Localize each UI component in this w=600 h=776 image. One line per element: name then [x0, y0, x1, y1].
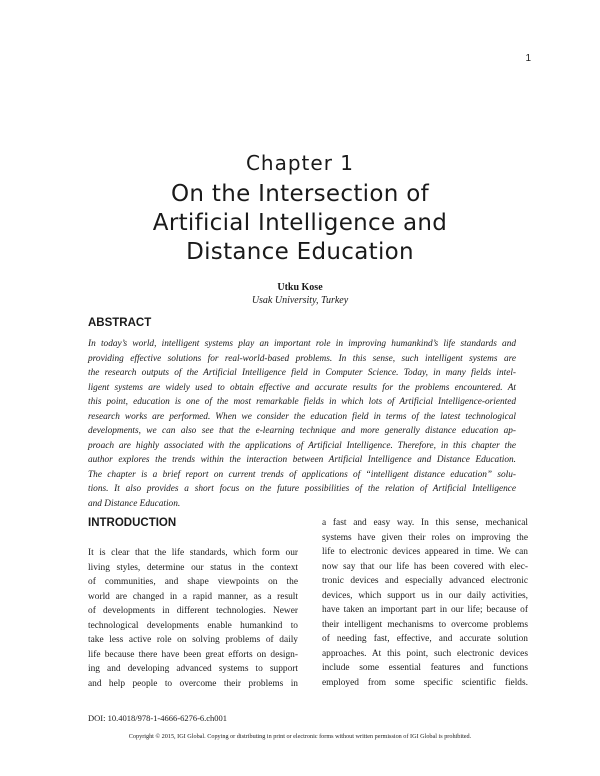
body-line: world are changed in a rapid manner, as a result: [88, 591, 298, 602]
body-line: of needing fast, effective, and accurate solution: [322, 634, 528, 644]
body-line: life to electronic devices appeared in time. We can: [322, 547, 528, 557]
author-name: Utku Kose: [277, 282, 323, 293]
abstract-line: ligent systems are widely used to obtain effective and accurate results for the problems encountered. At: [88, 382, 516, 393]
abstract-heading: ABSTRACT: [88, 317, 152, 329]
doi: DOI: 10.4018/978-1-4666-6276-6.ch001: [88, 713, 228, 723]
chapter-title: [0, 180, 600, 267]
body-line: life because there have been great efforts on design-: [88, 649, 298, 660]
body-line: include some essential features and functions: [322, 663, 528, 673]
abstract-line: In today’s world, intelligent systems play an important role in improving humankind’s life standards and: [88, 339, 516, 349]
body-line: and help people to overcome their problems in: [88, 678, 298, 689]
body-line: tronic devices and especially advanced electronic: [322, 576, 528, 586]
abstract-line: the research outputs of the Artificial Intelligence field in Computer Science. Today, in many fields intel-: [88, 368, 516, 378]
body-line: It is clear that the life standards, which form our: [88, 548, 298, 558]
abstract-line: tions. It also provides a short focus on the future possibilities of the relation of Artificial Intelligence: [88, 484, 516, 494]
abstract-line: developments, we can also see that the e-learning technique and more generally distance education ap-: [88, 426, 516, 436]
author-affiliation: Usak University, Turkey: [251, 295, 349, 306]
body-line: devices, which support us in our daily activities,: [322, 590, 528, 601]
body-line: have taken an important part in our life; because of: [322, 605, 528, 615]
body-line: take less active role on solving problems of daily: [88, 635, 298, 645]
abstract-line: proach are highly associated with the applications of Artificial Intelligence. Therefore, in this chapter the: [88, 440, 516, 451]
abstract-line: this point, education is one of the most remarkable fields in which lots of Artificial Intelligence-oriented: [88, 397, 516, 407]
abstract-text: [88, 337, 516, 511]
body-line: employed from some specific scientific fields.: [322, 677, 528, 688]
abstract-line: and Distance Education.: [88, 498, 181, 509]
body-line: approaches. At this point, such electronic devices: [322, 648, 528, 659]
body-line: ing and developing advanced systems to support: [88, 664, 298, 674]
introduction-right-column: [322, 516, 528, 690]
title-line: On the Intersection of: [171, 181, 429, 207]
body-line: their intelligent mechanisms to overcome problems: [322, 619, 528, 630]
body-line: living styles, determine our status in the context: [88, 562, 298, 573]
abstract-line: providing effective solutions for real-world-based problems. In this sense, such intelligent systems are: [88, 353, 516, 364]
introduction-heading: INTRODUCTION: [88, 517, 177, 529]
introduction-left-column: [88, 546, 298, 691]
page-number: 1: [525, 53, 531, 64]
body-line: of communities, and shape viewpoints on the: [88, 577, 298, 587]
title-line: Artificial Intelligence and: [152, 210, 448, 236]
title-line: Distance Education: [186, 239, 414, 265]
body-line: a fast and easy way. In this sense, mechanical: [322, 518, 528, 528]
abstract-line: The chapter is a brief report on current trends of applications of “intelligent distance education” solu-: [88, 469, 516, 480]
copyright-notice: Copyright © 2015, IGI Global. Copying or distributing in print or electronic forms without written permission of IGI Global is prohibited.: [128, 733, 472, 740]
body-line: of developments in different technologies. Newer: [88, 606, 298, 616]
abstract-line: author explores the trends within the interaction between Artificial Intelligence and Distance Education.: [88, 455, 516, 465]
body-line: now say that our life has been covered with elec-: [322, 561, 528, 572]
abstract-line: research works are performed. When we consider the education field in terms of the latest technological: [88, 411, 516, 422]
chapter-label: Chapter 1: [245, 151, 355, 175]
body-line: systems have given their roles on improving the: [322, 532, 528, 543]
body-line: technological developments enable humankind to: [88, 620, 298, 631]
